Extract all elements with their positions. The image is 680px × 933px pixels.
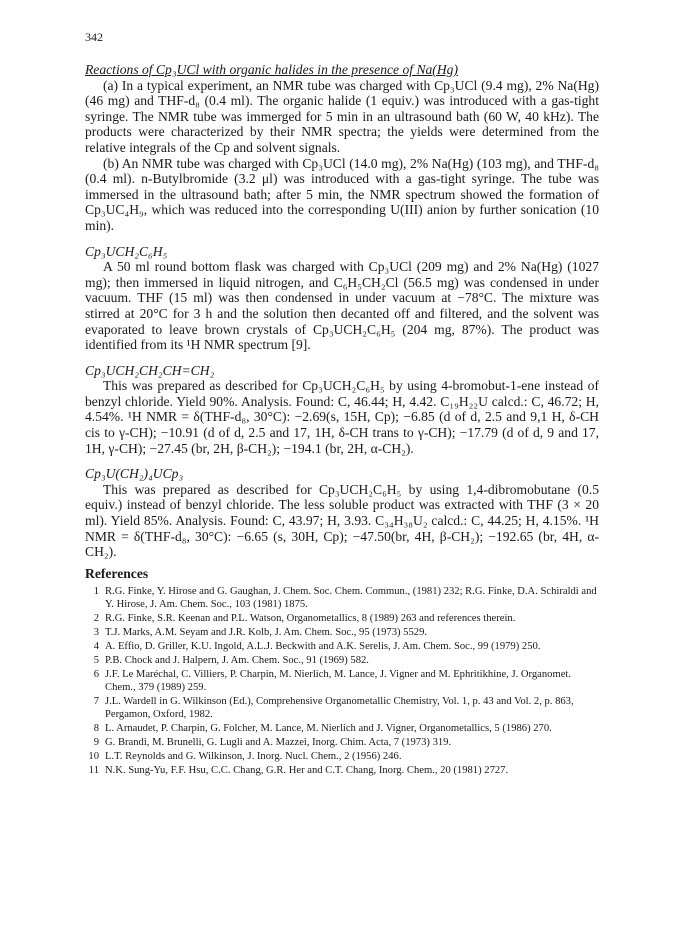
reference-text: A. Effio, D. Griller, K.U. Ingold, A.L.J. Beckwith and A.K. Serelis, J. Am. Chem. Soc., 99 (1979) 250. [105,641,541,653]
reference-text: J.L. Wardell in G. Wilkinson (Ed.), Comprehensive Organometallic Chemistry, Vol. 1, p. 43 and Vol. 2, p. 863, Pergamon, Oxford, 1982. [105,696,574,721]
paragraph-procedure-a: (a) In a typical experiment, an NMR tube was charged with Cp₃UCl (9.4 mg), 2% Na(Hg) (46 mg) and THF-d₈ (0.4 ml). The organic halide (1 equiv.) was introduced with a gas-tight syringe. The NMR tube was immerged for 5 min in an ultrasound bath (60 W, 40 kHz). The products were characterized by their NMR spectra; the yields were determined from the relative integrals of the Cp and solvent signals. [85,77,599,155]
reference-item [85,668,599,694]
reference-number: 4 [93,641,99,653]
reference-item [85,764,599,777]
paragraph-procedure-b: (b) An NMR tube was charged with Cp₃UCl (14.0 mg), 2% Na(Hg) (103 mg), and THF-d₈ (0.4 ml). n-Butylbromide (3.2 μl) was introduced with a gas-tight syringe. The tube was immersed in the ultrasound bath; after 5 min, the NMR spectrum showed the formation of Cp₃UC₄H₉, which was reduced into the corresponding U(III) anion by further sonication (10 min). [85,155,599,233]
paragraph-benzyl: A 50 ml round bottom flask was charged with Cp₃UCl (209 mg) and 2% Na(Hg) (1027 mg); then immersed in liquid nitrogen, and C₆H₅CH₂Cl (56.5 mg) was condensed in under vacuum. THF (15 ml) was then condensed in under vacuum at −78°C. The mixture was stirred at 20°C for 3 h and the solution then decanted off and filtered, and the solvent was evaporated to leave brown crystals of Cp₃UCH₂C₆H₅ (204 mg, 87%). The product was identified from its ¹H NMR spectrum [9]. [85,259,599,353]
reference-number: 6 [93,669,99,681]
section-heading-benzyl: Cp₃UCH₂C₆H₅ [85,243,168,259]
reference-text: N.K. Sung-Yu, F.F. Hsu, C.C. Chang, G.R. Her and C.T. Chang, Inorg. Chem., 20 (1981) 2727. [105,765,509,777]
references-list [85,585,599,777]
reference-text: R.G. Finke, S.R. Keenan and P.L. Watson, Organometallics, 8 (1989) 263 and references therein. [105,613,516,625]
reference-item [85,695,599,721]
reference-text: L. Arnaudet, P. Charpin, G. Folcher, M. Lance, M. Nierlich and J. Vigner, Organometallics, 5 (1986) 270. [105,723,552,735]
section-heading-butanediyl: Cp₃U(CH₂)₄UCp₃ [85,466,184,482]
paragraph-butanediyl: This was prepared as described for Cp₃UCH₂C₆H₅ by using 1,4-dibromobutane (0.5 equiv.) instead of benzyl chloride. The less soluble product was extracted with THF (3 × 20 ml). Yield 85%. Analysis. Found: C, 43.97; H, 3.93. C₃₄H₃₈U₂ calcd.: C, 44.25; H, 4.15%. ¹H NMR = δ(THF-d₈, 30°C): −6.65 (s, 30H, Cp); −47.50(br, 4H, β-CH₂); −192.65 (br, 4H, α-CH₂). [85,481,599,560]
reference-number: 9 [93,737,99,749]
reference-text: T.J. Marks, A.M. Seyam and J.R. Kolb, J. Am. Chem. Soc., 95 (1973) 5529. [105,627,428,639]
reference-item [85,654,599,667]
reference-number: 3 [93,627,99,639]
reference-text: L.T. Reynolds and G. Wilkinson, J. Inorg. Nucl. Chem., 2 (1956) 246. [105,751,402,763]
section-butenyl [85,363,599,457]
section-heading-reactions: Reactions of Cp₃UCl with organic halides in the presence of Na(Hg) [85,62,458,77]
reference-text: R.G. Finke, Y. Hirose and G. Gaughan, J. Chem. Soc. Chem. Commun., (1981) 232; R.G. Finke, D.A. Schiraldi and Y. Hirose, J. Am. Chem. Soc., 103 (1981) 1875. [105,586,597,611]
section-benzyl [85,244,599,353]
page-number: 342 [85,30,103,44]
reference-text: P.B. Chock and J. Halpern, J. Am. Chem. Soc., 91 (1969) 582. [105,655,369,667]
reference-text: G. Brandi, M. Brunelli, G. Lugli and A. Mazzei, Inorg. Chim. Acta, 7 (1973) 319. [105,737,452,749]
reference-number: 5 [93,655,99,667]
article-body [85,62,599,778]
reference-item [85,626,599,639]
reference-item [85,722,599,735]
reference-number: 1 [93,586,99,598]
reference-number: 7 [93,696,99,708]
section-heading-butenyl: Cp₃UCH₂CH₂CH=CH₂ [85,362,215,378]
reference-number: 2 [93,613,99,625]
paragraph-butenyl: This was prepared as described for Cp₃UCH₂C₆H₅ by using 4-bromobut-1-ene instead of benzyl chloride. Yield 90%. Analysis. Found: C, 46.44; H, 4.42. C₁₉H₂₂U calcd.: C, 46.72; H, 4.54%. ¹H NMR = δ(THF-d₈, 30°C): −2.69(s, 15H, Cp); −6.85 (d of d, 2.5 and 9,1 H, δ-CH cis to γ-CH); −10.91 (d of d, 2.5 and 17, 1H, δ-CH trans to γ-CH); −17.79 (d of d, 9 and 17, 1H, γ-CH); −27.45 (br, 2H, β-CH₂); −194.1 (br, 2H, α-CH₂). [85,378,599,456]
reference-item [85,736,599,749]
section-reactions [85,62,599,234]
reference-item [85,640,599,653]
section-butanediyl [85,466,599,560]
references-title: References [85,565,149,581]
reference-number: 8 [93,723,99,735]
reference-item [85,585,599,611]
reference-text: J.F. Le Maréchal, C. Villiers, P. Charpin, M. Nierlich, M. Lance, J. Vigner and M. Ephritikhine, J. Organomet. Chem., 379 (1989) 259. [105,669,571,694]
reference-item [85,750,599,763]
reference-item [85,612,599,625]
reference-number: 11 [88,765,99,777]
reference-number: 10 [88,751,99,763]
